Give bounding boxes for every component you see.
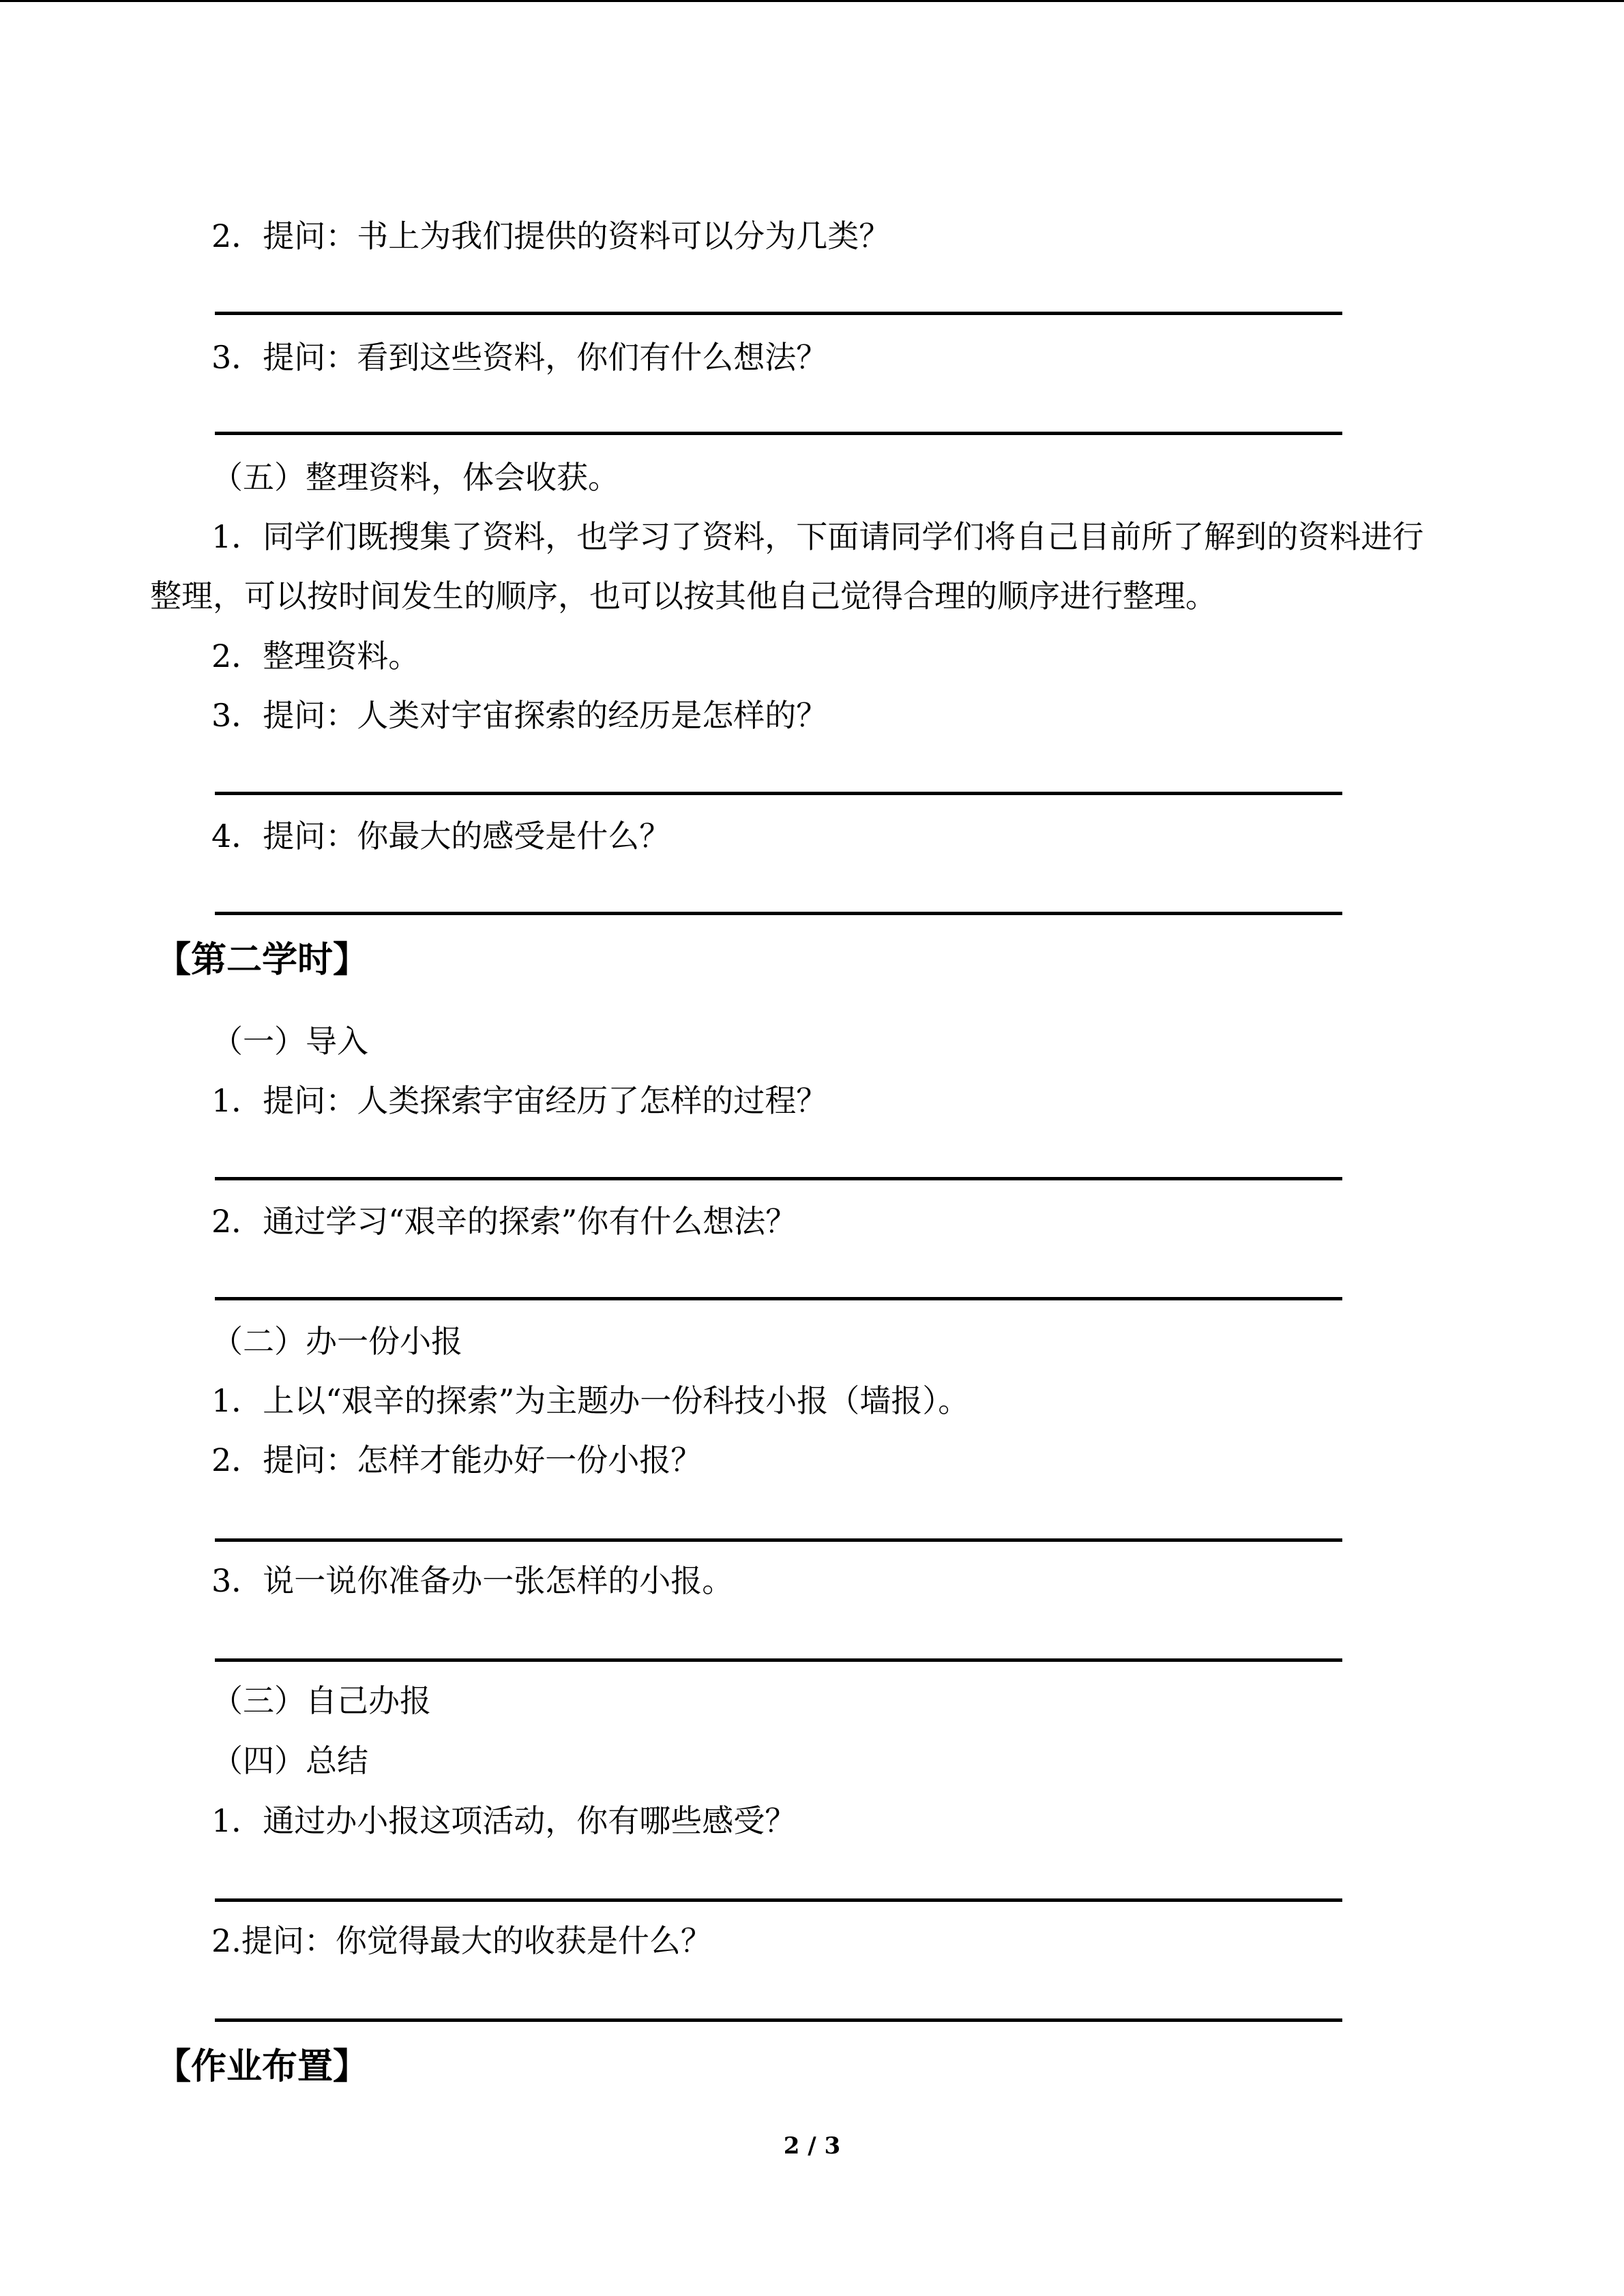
answer-blank-line (215, 1177, 1342, 1180)
question-line: 1．提问：人类探索宇宙经历了怎样的过程？ (211, 1082, 828, 1119)
page-number: 2 / 3 (783, 2132, 841, 2160)
answer-blank-line (215, 792, 1342, 795)
question-line: 2．提问：怎样才能办好一份小报？ (211, 1442, 703, 1478)
answer-blank-line (215, 1297, 1342, 1300)
answer-blank-line (215, 432, 1342, 435)
question-line: 3．提问：人类对宇宙探索的经历是怎样的？ (211, 697, 828, 734)
question-line: 2．提问：书上为我们提供的资料可以分为几类？ (211, 218, 891, 254)
lesson-heading: 【第二学时】 (156, 940, 369, 981)
section-heading: （三）自己办报 (211, 1682, 431, 1719)
answer-blank-line (215, 1658, 1342, 1662)
page-top-border (0, 0, 1624, 2)
section-heading: （四）总结 (211, 1742, 368, 1779)
question-line: 1．通过办小报这项活动，你有哪些感受？ (211, 1802, 797, 1839)
paragraph-line: 整理，可以按时间发生的顺序，也可以按其他自己觉得合理的顺序进行整理。 (150, 578, 1217, 614)
answer-blank-line (215, 912, 1342, 915)
question-line: 2.提问：你觉得最大的收获是什么？ (211, 1922, 712, 1959)
answer-blank-line (215, 1538, 1342, 1542)
paragraph-line: 1．上以“艰辛的探索”为主题办一份科技小报（墙报）。 (211, 1382, 970, 1419)
paragraph-line: 1．同学们既搜集了资料，也学习了资料，下面请同学们将自己目前所了解到的资料进行 (211, 518, 1424, 555)
answer-blank-line (215, 2018, 1342, 2022)
homework-heading: 【作业布置】 (156, 2046, 369, 2087)
question-line: 2．通过学习“艰辛的探索”你有什么想法？ (211, 1203, 797, 1240)
answer-blank-line (215, 1898, 1342, 1902)
section-heading: （五）整理资料，体会收获。 (211, 459, 619, 496)
section-heading: （二）办一份小报 (211, 1323, 462, 1360)
question-line: 4．提问：你最大的感受是什么？ (211, 818, 671, 854)
section-heading: （一）导入 (211, 1023, 368, 1060)
question-line: 3．提问：看到这些资料，你们有什么想法？ (211, 339, 828, 376)
answer-blank-line (215, 312, 1342, 315)
paragraph-line: 2．整理资料。 (211, 638, 420, 674)
question-line: 3．说一说你准备办一张怎样的小报。 (211, 1562, 734, 1599)
